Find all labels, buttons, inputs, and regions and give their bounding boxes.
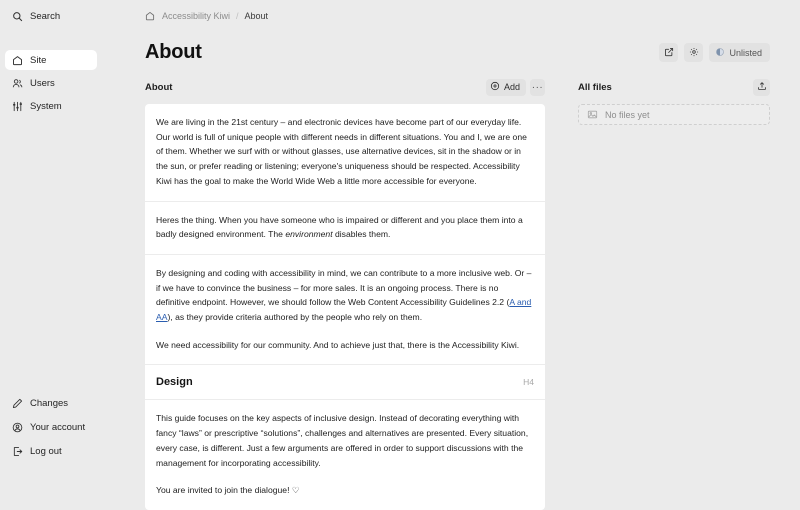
content-section-tools (486, 79, 545, 96)
user-circle-icon (11, 421, 23, 433)
sidebar-bottom-nav (5, 393, 97, 461)
main-region (102, 0, 800, 496)
plus-circle-icon (490, 81, 500, 93)
breadcrumb (145, 10, 268, 21)
content-column (145, 76, 545, 510)
paragraph-lead: Heres the thing. When you have someone who is impaired or different and you place them into a badly designed environment. The (156, 214, 523, 240)
emphasis-environment: environment (285, 229, 333, 240)
sidebar-item-your-account[interactable] (5, 417, 97, 437)
content-section-header (145, 76, 545, 98)
status-badge-label: Unlisted (729, 47, 762, 58)
sidebar-item-users-label: Users (30, 77, 55, 89)
add-button[interactable] (486, 79, 526, 96)
settings-button[interactable] (684, 43, 703, 62)
preview-button[interactable] (659, 43, 678, 62)
paragraph: This guide focuses on the key aspects of inclusive design. Instead of decorating everything with fancy “laws” or prescriptive “solutions”, challenges and alternatives are presented. Every situation, every case, is different. Just a few arguments are offered in order to support discussions with the management for incorporating accessibility. (156, 413, 529, 468)
sidebar-primary-nav (5, 50, 97, 116)
paragraph-tail: ), as they provide criteria authored by the people who rely on them. (167, 312, 423, 323)
upload-icon (757, 78, 767, 96)
sidebar-item-system[interactable] (5, 96, 97, 116)
home-icon (11, 54, 23, 66)
search-icon (11, 10, 23, 22)
files-section-title: All files (578, 81, 612, 93)
sidebar-item-log-out[interactable] (5, 441, 97, 461)
home-icon (145, 10, 156, 21)
page-header-actions (659, 43, 770, 62)
sidebar-item-log-out-label: Log out (30, 445, 62, 457)
pencil-icon (11, 397, 23, 409)
paragraph: We need accessibility for our community. And to achieve just that, there is the Accessibility Kiwi. (156, 339, 520, 350)
logout-icon (11, 445, 23, 457)
breadcrumb-root[interactable]: Accessibility Kiwi (162, 10, 231, 21)
paragraph-tail: disables them. (332, 229, 391, 240)
add-button-label: Add (503, 82, 520, 92)
users-icon (11, 77, 23, 89)
document-card (145, 104, 545, 510)
gear-icon (689, 44, 699, 62)
content-columns (102, 76, 800, 510)
heading-block-design[interactable] (145, 365, 545, 400)
more-options-button[interactable] (530, 79, 545, 96)
wcag-link[interactable]: A and AA (156, 297, 532, 323)
half-circle-icon (715, 47, 725, 59)
paragraph (156, 266, 534, 325)
files-column (578, 76, 770, 510)
sidebar-item-site-label: Site (30, 54, 47, 66)
content-section-title: About (145, 81, 173, 93)
external-link-icon (664, 44, 674, 62)
sidebar-item-users[interactable] (5, 73, 97, 93)
text-block-heres-the-thing[interactable] (145, 202, 545, 255)
text-block-guide[interactable] (145, 400, 545, 510)
sidebar-item-site[interactable] (5, 50, 97, 70)
paragraph-lead: By designing and coding with accessibility in mind, we can contribute to a more inclusive web. Or – if we have to convince the business – for more sales. It is an ongoing process. There is no definitive endpoint. However, we should follow the Web Content Accessibility Guidelines 2.2 ( (156, 267, 532, 308)
topbar (102, 0, 800, 31)
page-header (102, 31, 800, 76)
files-empty-placeholder[interactable] (578, 104, 770, 125)
files-empty-label: No files yet (605, 109, 650, 120)
upload-button[interactable] (753, 79, 770, 96)
ellipsis-icon: ··· (531, 81, 544, 93)
status-badge[interactable] (709, 43, 770, 62)
sidebar-item-changes[interactable] (5, 393, 97, 413)
paragraph (156, 213, 534, 242)
text-block-intro[interactable] (145, 104, 545, 202)
sidebar-spacer (5, 116, 97, 393)
files-section-header (578, 76, 770, 98)
search-label: Search (30, 10, 61, 22)
paragraph: You are invited to join the dialogue! ♡ (156, 485, 300, 496)
breadcrumb-current: About (244, 10, 269, 21)
sidebar-item-your-account-label: Your account (30, 421, 86, 433)
image-icon (587, 109, 598, 120)
sidebar-item-system-label: System (30, 100, 62, 112)
left-sidebar (0, 0, 102, 469)
sliders-icon (11, 100, 23, 112)
heading-level-label: H4 (523, 377, 534, 388)
sidebar-search-group (5, 6, 97, 26)
page-title: About (145, 41, 202, 63)
search-button[interactable] (5, 6, 97, 26)
breadcrumb-separator: / (236, 10, 239, 21)
paragraph: We are living in the 21st century – and electronic devices have become part of our everyday life. Our world is full of unique people with different needs in different situations. You and I, we are one of them. Whether we surf with or without glasses, use alternative devices, sit in the shadow or in the sun, or prefer reading or listening; everyone's uniqueness should be respected. Accessibility Kiwi has the goal to make the World Wide Web a little more accessible for everyone. (156, 117, 527, 186)
text-block-guidelines[interactable] (145, 255, 545, 366)
sidebar-item-changes-label: Changes (30, 397, 69, 409)
heading-text: Design (156, 376, 193, 389)
